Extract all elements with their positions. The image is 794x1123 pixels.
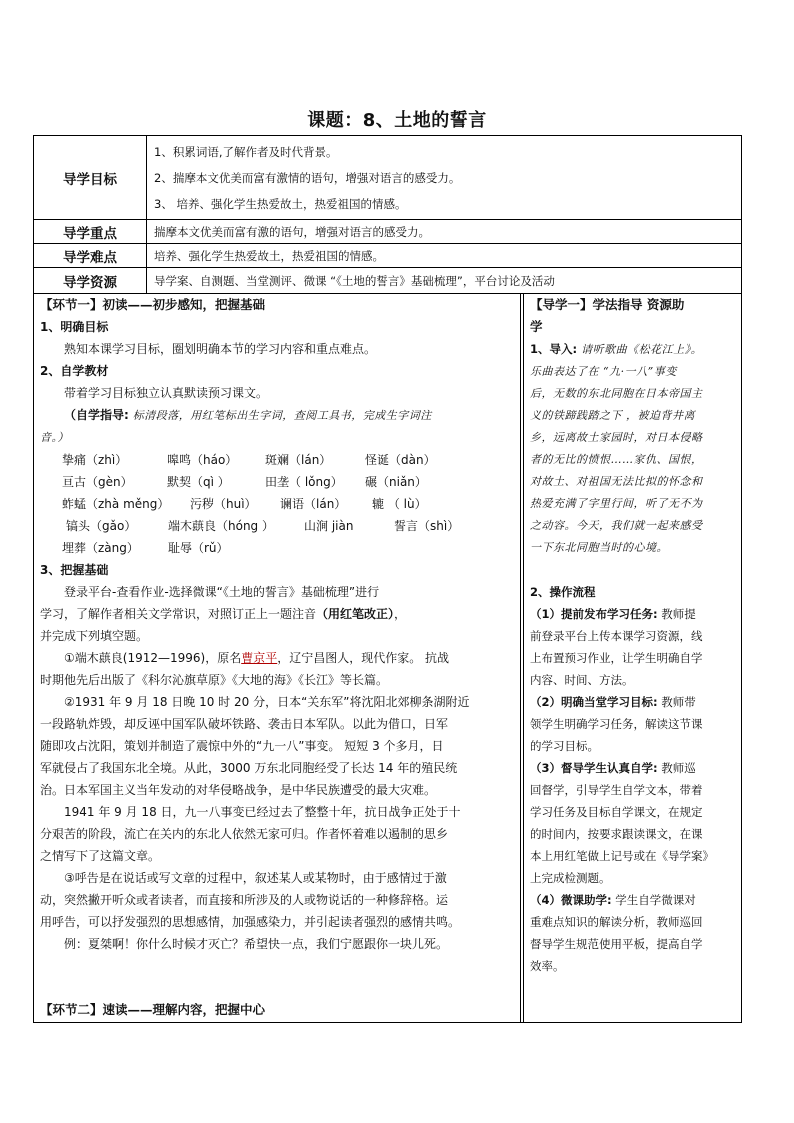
paragraph-basics-text: 学习，了解作者相关文学常识，对照订正上一题注音 [40, 607, 317, 621]
intro-text: 义的铁蹄践踏之下 ，被迫背井离 [530, 409, 695, 422]
study-guide-label: （自学指导: [64, 408, 129, 422]
step-text: 本上用红笔做上记号或在《导学案》 [530, 849, 714, 863]
intro-text: 热爱充满了字里行间，听了无不为 [530, 497, 703, 510]
section1-heading: 【环节一】初读——初步感知，把握基础 [40, 297, 266, 312]
writing-context: 分艰苦的阶段，流亡在关内的东北人依然无家可归。作者怀着难以遏制的思乡 [40, 827, 449, 841]
study-guide-text-end: 音。） [40, 431, 69, 444]
section2-heading: 【环节二】速读——理解内容，把握中心 [40, 1002, 266, 1017]
pinyin-item: 耻辱（rǔ） [168, 541, 229, 555]
step-1 [530, 603, 740, 625]
intro-text: 乐曲表达了在 “九·一八”事变 [530, 365, 677, 378]
step-text: 学习任务及目标自学课文，在规定 [530, 805, 703, 819]
intro-line [530, 338, 740, 361]
key-text: 揣摩本文优美而富有激的语句，增强对语言的感受力。 [147, 220, 742, 244]
author-line [40, 647, 516, 669]
pinyin-item: 埋葬（zàng） [62, 541, 139, 555]
info-table [33, 135, 742, 294]
step-text: 内容、时间、方法。 [530, 673, 634, 687]
step-text: 上布置预习作业，让学生明确自学 [530, 651, 703, 665]
page-title: 课题：8、土地的誓言 [307, 110, 487, 131]
step-text: 领学生明确学习任务，解读这节课 [530, 717, 703, 731]
step-text: 前登录平台上传本课学习资源，线 [530, 629, 703, 643]
pinyin-item: 田垄（ lǒng） [265, 475, 343, 489]
key-label: 导学重点 [34, 220, 147, 244]
paragraph-goals: 熟知本课学习目标，圈划明确本节的学习内容和重点难点。 [64, 342, 377, 356]
main-table [33, 293, 742, 1023]
goals-cell [147, 136, 742, 220]
intro-text: 请听歌曲《松花江上》。 [577, 343, 703, 356]
apostrophe-definition: 用呼告，可以抒发强烈的思想感情，加强感染力，并引起读者强烈的感情共鸣。 [40, 915, 461, 929]
pinyin-item: 默契（qì ） [167, 475, 230, 489]
pinyin-item: 挚痛（zhì） [62, 453, 128, 467]
step-text: 重难点知识的解读分析，教师巡回 [530, 915, 703, 929]
author-works: 时期他先后出版了《科尔沁旗草原》《大地的海》《长江》等长篇。 [40, 673, 389, 687]
intro-text: 乡，远离故土家园时，对日本侵略 [530, 431, 703, 444]
intro-text: 对故土、对祖国无法比拟的怀念和 [530, 475, 703, 488]
author-text: ①端木蕻良(1912—1996)，原名 [64, 651, 242, 665]
apostrophe-example: 例：夏桀啊！你什么时候才灭亡？希望快一点，我们宁愿跟你一块儿死。 [64, 937, 449, 951]
writing-context: 之情写下了这篇文章。 [40, 849, 161, 863]
step-label: （3）督导学生认真自学: [530, 761, 658, 775]
goals-label: 导学目标 [34, 136, 147, 220]
pinyin-item: 誓言（shì） [394, 519, 460, 533]
pinyin-item: 碾（niǎn） [365, 475, 427, 489]
author-text-cont: ，辽宁昌图人，现代作家。 抗战 [277, 651, 450, 665]
step-label: （4）微课助学: [530, 893, 612, 907]
step-4 [530, 889, 740, 911]
step-label: （1）提前发布学习任务: [530, 607, 658, 621]
background-text: 军就侵占了我国东北全境。从此，3000 万东北同胞经受了长达 14 年的殖民统 [40, 761, 458, 775]
goal-item: 2、揣摩本文优美而富有激情的语句，增强对语言的感受力。 [154, 170, 461, 185]
apostrophe-definition: ③呼告是在说话或写文章的过程中，叙述某人或某物时，由于感情过于激 [64, 871, 447, 885]
heading-basics: 3、把握基础 [40, 563, 109, 577]
intro-text: 一下东北同胞当时的心境。 [530, 541, 668, 554]
step-text: 回督学，引导学生自学文本，带着 [530, 783, 703, 797]
step-text: 的学习目标。 [530, 739, 599, 753]
pinyin-item: 蚱蜢（zhà měng） [62, 497, 170, 511]
pinyin-item: 谰语（lán） [280, 497, 347, 511]
step-text: 教师带 [657, 695, 696, 709]
pinyin-item: 辘 （ lù） [372, 497, 427, 511]
author-answer: 曹京平 [241, 651, 278, 665]
step-text: 教师巡 [657, 761, 696, 775]
step-text: 的时间内，按要求跟读课文，在课 [530, 827, 703, 841]
pinyin-row [40, 449, 516, 471]
heading-clear-goals: 1、明确目标 [40, 320, 109, 334]
goal-item: 3、 培养、强化学生热爱故土，热爱祖国的情感。 [154, 196, 407, 211]
difficult-text: 培养、强化学生热爱故土，热爱祖国的情感。 [147, 244, 742, 268]
background-text: 随即攻占沈阳，策划并制造了震惊中外的“九一八”事变。 短短 3 个多月，日 [40, 739, 444, 753]
guide-heading: 【导学一】学法指导 资源助 [530, 297, 685, 312]
intro-text: 之动容。今天，我们就一起来感受 [530, 519, 703, 532]
intro-text: 后，无数的东北同胞在日本帝国主 [530, 387, 703, 400]
spacer [530, 559, 740, 581]
background-text: ②1931 年 9 月 18 日晚 10 时 20 分，日本“关东军”将沈阳北郊柳条湖附近 [64, 695, 470, 709]
pinyin-item: 亘古（gèn） [62, 475, 133, 489]
difficult-label: 导学难点 [34, 244, 147, 268]
step-text: 效率。 [530, 959, 565, 973]
pinyin-item: 污秽（huì） [190, 497, 257, 511]
paragraph-self-study: 带着学习目标独立认真默读预习课文。 [64, 386, 269, 400]
pinyin-row [40, 493, 516, 515]
left-column [40, 294, 516, 955]
step-text: 上完成检测题。 [530, 871, 611, 885]
pinyin-row [40, 515, 516, 537]
apostrophe-definition: 动，突然撇开听众或者读者，而直接和所涉及的人或物说话的一种修辞格。运 [40, 893, 449, 907]
pinyin-item: 山涧 jiàn [304, 519, 354, 533]
background-text: 一段路轨炸毁，却反诬中国军队破坏铁路、袭击日本军队。以此为借口，日军 [40, 717, 449, 731]
pinyin-item: 嗥鸣（háo） [167, 453, 238, 467]
study-guide [40, 404, 516, 427]
paragraph-basics-line [40, 603, 516, 625]
guide-heading-end: 学 [530, 319, 543, 334]
step-text: 学生自学微课对 [611, 893, 696, 907]
pinyin-item: 端木蕻良（hóng ） [168, 519, 274, 533]
step-label: （2）明确当堂学习目标: [530, 695, 658, 709]
paragraph-basics: 登录平台-查看作业-选择微课“《土地的誓言》基础梳理”进行 [64, 585, 380, 599]
study-guide-text: 标清段落，用红笔标出生字词，查阅工具书，完成生字词注 [128, 409, 432, 422]
pinyin-item: 镐头（gǎo） [66, 519, 137, 533]
red-pen-note: （用红笔改正） [316, 607, 395, 621]
intro-text: 者的无比的愤恨……家仇、国恨， [530, 453, 703, 466]
step-3 [530, 757, 740, 779]
step-2 [530, 691, 740, 713]
goal-item: 1、积累词语,了解作者及时代背景。 [154, 144, 338, 159]
background-text: 治。日本军国主义当年发动的对华侵略战争，是中华民族遭受的最大灾难。 [40, 783, 437, 797]
pinyin-row [40, 537, 516, 559]
paragraph-basics-end: 并完成下列填空题。 [40, 629, 149, 643]
step-text: 教师提 [657, 607, 696, 621]
intro-label: 1、导入: [530, 342, 578, 356]
step-text: 督导学生规范使用平板，提高自学 [530, 937, 703, 951]
pinyin-item: 斑斓（lán） [265, 453, 332, 467]
resources-label: 导学资源 [34, 268, 147, 294]
paragraph-basics-comma: ， [394, 607, 407, 621]
column-divider [520, 294, 524, 1022]
writing-context: 1941 年 9 月 18 日，九一八事变已经过去了整整十年，抗日战争正处于十 [64, 805, 461, 819]
pinyin-item: 怪诞（dàn） [365, 453, 436, 467]
heading-self-study: 2、自学教材 [40, 364, 109, 378]
resources-text: 导学案、自测题、当堂测评、微课 “《土地的誓言》基础梳理”，平台讨论及活动 [147, 268, 742, 294]
process-heading: 2、操作流程 [530, 585, 596, 599]
right-column [530, 294, 740, 977]
pinyin-row [40, 471, 516, 493]
